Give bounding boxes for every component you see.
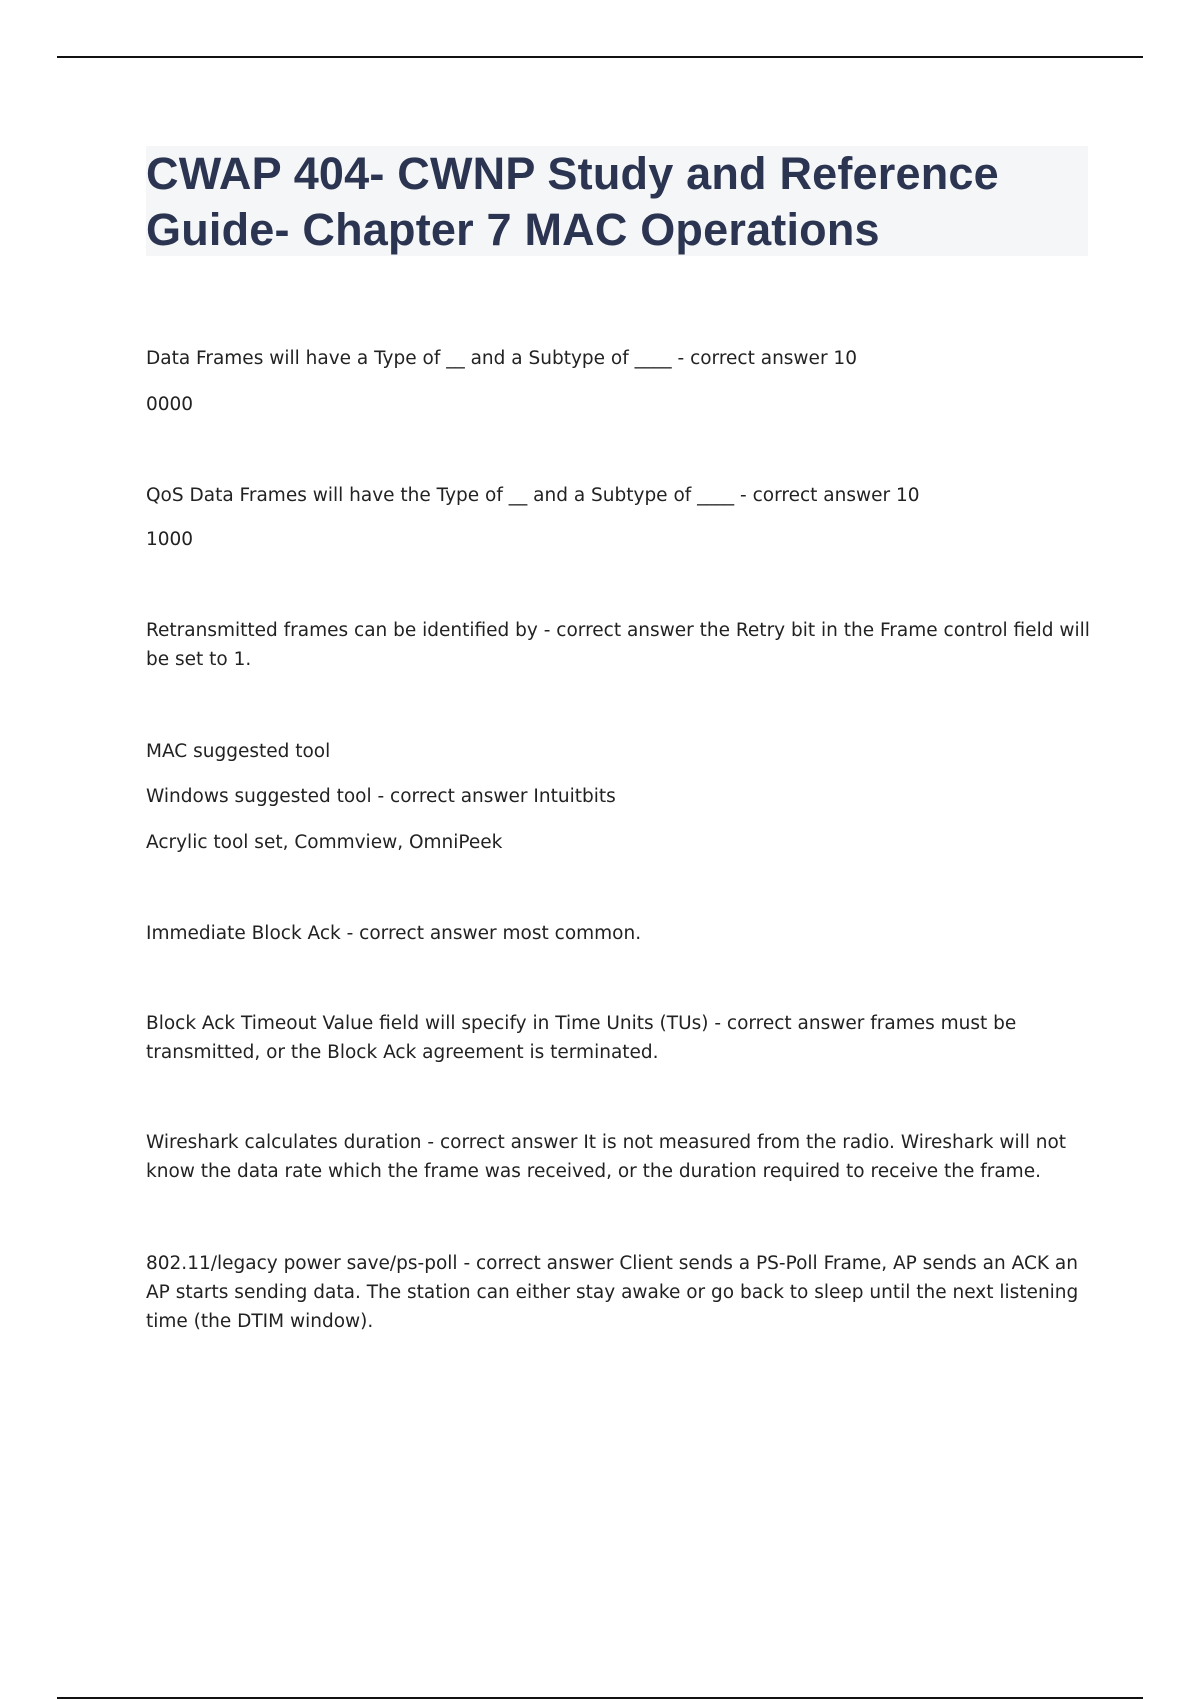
qa-item-6-line-1: Block Ack Timeout Value field will specify in Time Units (TUs) - correct answer frames must be transmitted, or the Block Ack agreement is terminated. [146, 1013, 1017, 1063]
qa-item-2 [146, 481, 1096, 554]
title-line-1: CWAP 404- CWNP Study and Reference [146, 148, 999, 199]
qa-item-2-line-1: QoS Data Frames will have the Type of __ and a Subtype of ____ - correct answer 10 [146, 485, 920, 506]
document-title [146, 146, 1088, 258]
qa-item-5-line-1: Immediate Block Ack - correct answer most common. [146, 923, 642, 944]
qa-item-4-line-2: Windows suggested tool - correct answer Intuitbits [146, 786, 616, 807]
qa-item-7 [146, 1128, 1096, 1186]
bottom-rule [57, 1697, 1143, 1699]
qa-item-7-line-1: Wireshark calculates duration - correct answer It is not measured from the radio. Wireshark will not know the data rate which the frame was received, or the duration required to receive the frame. [146, 1132, 1067, 1182]
qa-item-4-line-3: Acrylic tool set, Commview, OmniPeek [146, 832, 503, 853]
title-line-2: Guide- Chapter 7 MAC Operations [146, 204, 880, 255]
qa-item-2-line-2: 1000 [146, 529, 194, 550]
qa-item-1-line-2: 0000 [146, 394, 194, 415]
qa-item-4-line-1: MAC suggested tool [146, 741, 331, 762]
qa-item-1-line-1: Data Frames will have a Type of __ and a Subtype of ____ - correct answer 10 [146, 348, 857, 369]
qa-item-8-line-1: 802.11/legacy power save/ps-poll - correct answer Client sends a PS-Poll Frame, AP sends an ACK an AP starts sending data. The station can either stay awake or go back to sleep until the next listening time (the DTIM window). [146, 1253, 1079, 1332]
qa-item-4 [146, 737, 1096, 857]
qa-item-3 [146, 616, 1096, 674]
qa-item-5 [146, 919, 1096, 948]
qa-item-6 [146, 1009, 1096, 1067]
qa-item-1 [146, 344, 1096, 419]
qa-item-3-line-1: Retransmitted frames can be identified by - correct answer the Retry bit in the Frame control field will be set to 1. [146, 620, 1090, 670]
top-rule [57, 56, 1143, 58]
qa-item-8 [146, 1249, 1096, 1336]
